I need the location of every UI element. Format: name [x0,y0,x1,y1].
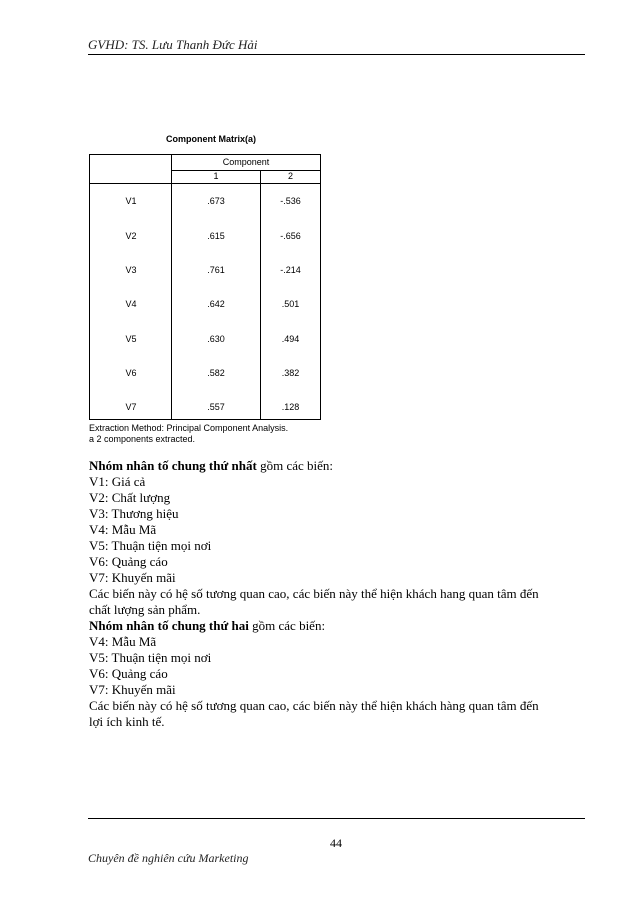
loading-value: .615 [207,231,225,241]
group2-heading-rest: gồm các biến: [248,618,326,633]
loading-value: -.536 [280,196,301,206]
list-item: V2: Chất lượng [89,490,171,505]
row-label: V4 [125,299,137,309]
group1-heading-rest: gồm các biến: [256,458,333,473]
list-item: V4: Mẫu Mã [89,634,157,649]
loading-value: .761 [207,265,225,275]
group2-heading-bold: Nhóm nhân tố chung thứ hai [89,618,249,633]
table-col-divider [260,170,261,419]
table-footnote-extraction: Extraction Method: Principal Component Analysis. [89,423,289,433]
list-item: V7: Khuyến mãi [89,570,176,585]
row-label: V5 [125,334,137,344]
component-matrix-table [89,154,321,420]
loading-value: .582 [207,368,225,378]
row-label: V7 [125,402,137,412]
group1-note-cont: chất lượng sản phẩm. [89,602,201,617]
group2-note: Các biến này có hệ số tương quan cao, các biến này thể hiện khách hàng quan tâm đến [89,698,539,713]
row-label: V3 [125,265,137,275]
table-row-divider [90,183,320,184]
table-title: Component Matrix(a) [166,134,256,144]
loading-value: .642 [207,299,225,309]
list-item: V6: Quảng cáo [89,666,168,681]
loading-value: .501 [281,299,300,309]
loading-value: -.656 [280,231,301,241]
col-header-1: 1 [213,171,219,181]
loading-value: .494 [281,334,300,344]
row-label: V6 [125,368,137,378]
group2-heading [89,618,589,634]
list-item: V5: Thuận tiện mọi nơi [89,650,212,665]
list-item: V6: Quảng cáo [89,554,168,569]
list-item: V3: Thương hiệu [89,506,179,521]
row-label: V1 [125,196,137,206]
table-col-divider [171,155,172,419]
component-group-header: Component [222,157,270,167]
list-item: V5: Thuận tiện mọi nơi [89,538,212,553]
body-text [89,458,589,730]
group1-heading-bold: Nhóm nhân tố chung thứ nhất [89,458,257,473]
loading-value: .382 [281,368,300,378]
row-label: V2 [125,231,137,241]
group2-note-cont: lợi ích kinh tế. [89,714,165,729]
group1-heading [89,458,589,474]
page-number: 44 [330,836,342,850]
loading-value: -.214 [280,265,301,275]
page-header: GVHD: TS. Lưu Thanh Đức Hải [88,37,258,52]
list-item: V4: Mẫu Mã [89,522,157,537]
list-item: V1: Giá cả [89,474,146,489]
loading-value: .557 [207,402,225,412]
footer-divider [88,818,585,819]
loading-value: .128 [281,402,300,412]
list-item: V7: Khuyến mãi [89,682,176,697]
group1-note: Các biến này có hệ số tương quan cao, các biến này thể hiện khách hang quan tâm đến [89,586,539,601]
loading-value: .673 [207,196,225,206]
col-header-2: 2 [287,171,293,181]
header-divider [88,54,585,55]
table-footnote-components: a 2 components extracted. [89,434,196,444]
page-footer: Chuyên đề nghiên cứu Marketing [88,851,249,865]
loading-value: .630 [207,334,225,344]
